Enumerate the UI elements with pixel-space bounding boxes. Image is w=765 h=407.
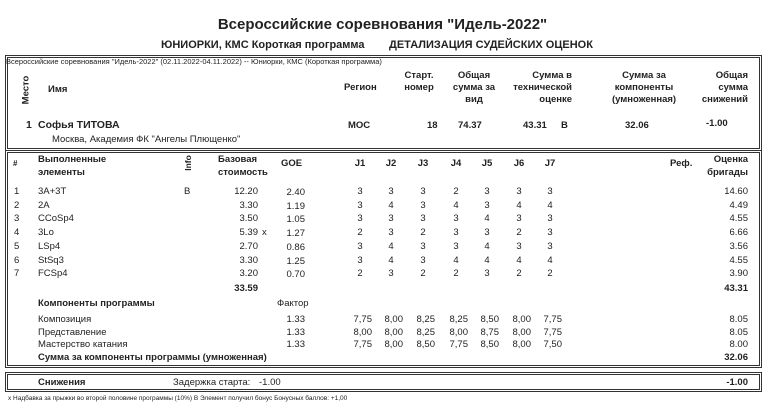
judge-score: 3 [420,213,426,225]
judge-score: 3 [484,199,490,211]
judge-score: 2 [516,268,522,280]
judge-score: 2 [453,268,459,280]
element-info: B [184,186,191,197]
footnote: x Надбавка за прыжки во второй половине программы (10%) B Элемент получил бонус Бонусных баллов: +1,00 [8,395,348,402]
deductions-total: -1.00 [726,377,748,388]
element-goe: 0.70 [286,269,305,281]
component-judge-score: 8,25 [416,314,435,325]
judge-score: 3 [357,213,363,225]
element-code: FCSp4 [38,268,68,280]
total-header: Общая сумма за вид [452,70,496,105]
element-goe: 2.40 [286,187,305,198]
deductions-header: Общая сумма снижений [701,70,748,105]
judge-score: 4 [453,199,459,211]
judge-score: 2 [516,227,522,239]
deductions-box [5,372,762,392]
component-judge-score: 7,75 [449,339,468,351]
component-judge-score: 8,50 [480,314,499,325]
skater-tes: 43.31 [523,120,547,131]
region-header: Регион [344,82,377,93]
components-header: Компоненты программы [38,298,155,309]
judge-score: 3 [453,240,459,252]
element-score: 4.55 [729,213,748,225]
judge-score: 4 [484,254,490,266]
judge-score: 3 [357,240,363,252]
judge-score: 2 [420,268,426,280]
element-goe: 1.05 [286,214,305,226]
judge-score: 4 [516,199,522,211]
element-code: LSp4 [38,240,61,252]
judge-score: 3 [453,213,459,225]
judge-score: 2 [547,268,553,280]
element-code: 3Lo [38,227,54,239]
component-factor: 1.33 [286,339,305,351]
component-score: 8.05 [729,326,748,338]
element-goe: 1.27 [286,228,305,240]
element-base-value: 3.30 [239,254,258,266]
element-number: 1 [14,186,20,197]
element-score: 4.55 [729,254,748,266]
judge-score: 3 [453,227,459,239]
tes-header: Сумма в технической оценке [513,70,572,105]
judge-score: 4 [388,199,394,211]
judge-score: 4 [484,213,490,225]
element-number: 5 [14,240,20,252]
judge-score: 3 [420,240,426,252]
elements-header: Выполненные элементы [38,154,107,178]
judge-header-4: J4 [450,158,462,169]
element-number: 2 [14,199,20,211]
skater-region: МОС [348,120,371,131]
judge-score: 3 [388,268,394,280]
judge-header-2: J2 [385,158,397,169]
skater-tes-flag: B [561,120,568,131]
score-header: Оценка бригады [707,154,748,178]
element-base-value: 3.20 [239,268,258,280]
judge-score: 3 [547,227,553,239]
judge-score: 3 [516,240,522,252]
component-judge-score: 8,00 [353,326,372,338]
element-number: 7 [14,268,20,280]
judge-score: 3 [547,240,553,252]
element-code: CCoSp4 [38,213,74,225]
element-number: 6 [14,254,20,266]
component-judge-score: 8,00 [449,326,468,338]
judge-score: 3 [357,186,363,197]
judge-score: 3 [420,254,426,266]
deduction-value: -1.00 [259,377,281,388]
skater-pcs: 32.06 [625,120,649,131]
component-name: Представление [38,326,107,338]
component-judge-score: 8,25 [449,314,468,325]
page-subtitle-detail: ДЕТАЛИЗАЦИЯ СУДЕЙСКИХ ОЦЕНОК [389,39,593,51]
base-total: 33.59 [234,283,258,294]
judge-score: 3 [420,186,426,197]
element-score: 3.90 [729,268,748,280]
tes-total: 43.31 [724,283,748,294]
element-number: 4 [14,227,20,239]
element-goe: 0.86 [286,241,305,253]
judge-score: 4 [388,254,394,266]
component-judge-score: 7,75 [543,314,562,325]
judge-score: 3 [357,254,363,266]
component-judge-score: 8,00 [384,326,403,338]
pcs-header: Сумма за компоненты (умноженная) [611,70,677,105]
skater-place: 1 [26,119,32,131]
info-header: Info [182,155,193,171]
element-base-value: 5.39 [239,227,258,239]
judge-header-5: J5 [481,158,493,169]
pcs-total: 32.06 [724,352,748,363]
judge-score: 3 [516,213,522,225]
factor-header: Фактор [277,298,309,309]
name-header: Имя [48,84,68,95]
judge-score: 4 [388,240,394,252]
element-base-value: 2.70 [239,240,258,252]
judge-score: 3 [388,213,394,225]
component-name: Мастерство катания [38,339,128,351]
skater-name: Софья ТИТОВА [38,119,120,131]
component-judge-score: 8,00 [384,314,403,325]
judge-score: 2 [420,227,426,239]
component-score: 8.00 [729,339,748,351]
skater-club: Москва, Академия ФК "Ангелы Плющенко" [52,134,241,145]
num-header: # [13,159,18,168]
place-header: Место [20,75,32,105]
judge-score: 2 [357,227,363,239]
component-judge-score: 8,75 [480,326,499,338]
page-subtitle: ЮНИОРКИ, КМС Короткая программа [161,39,365,51]
judge-score: 4 [453,254,459,266]
deduction-item: Задержка старта: [173,377,251,388]
judge-score: 3 [420,199,426,211]
goe-header: GOE [281,158,303,169]
element-number: 3 [14,213,20,225]
judge-score: 3 [547,213,553,225]
component-judge-score: 8,00 [512,326,531,338]
skater-total: 74.37 [458,120,482,131]
element-base-value: 3.30 [239,199,258,211]
component-judge-score: 8,00 [384,339,403,351]
deductions-label: Снижения [38,377,86,388]
judge-score: 3 [357,199,363,211]
judge-score: 3 [388,186,394,197]
component-judge-score: 7,50 [543,339,562,351]
judge-score: 3 [516,186,522,197]
ref-header: Реф. [670,158,693,169]
start-no-header: Старт. номер [404,70,434,93]
element-code: 2A [38,199,50,211]
event-line: Всероссийские соревнования "Идель-2022" (02.11.2022-04.11.2022) -- Юниорки, КМС (Короткая программа) [6,57,382,66]
component-score: 8.05 [729,314,748,325]
judge-score: 4 [516,254,522,266]
judge-header-1: J1 [354,158,366,169]
component-judge-score: 8,50 [416,339,435,351]
skater-deductions: -1.00 [706,118,728,129]
element-goe: 1.19 [286,200,305,212]
element-goe: 1.25 [286,255,305,267]
component-judge-score: 7,75 [353,314,372,325]
component-judge-score: 8,00 [512,314,531,325]
element-score: 3.56 [729,240,748,252]
component-name: Композиция [38,314,92,325]
page-title: Всероссийские соревнования "Идель-2022" [217,16,548,33]
judge-score: 3 [484,268,490,280]
judge-score: 3 [484,186,490,197]
judge-score: 2 [357,268,363,280]
judge-score: 4 [547,254,553,266]
component-judge-score: 8,25 [416,326,435,338]
judge-header-7: J7 [544,158,556,169]
judge-score: 2 [453,186,459,197]
component-factor: 1.33 [286,314,305,325]
component-judge-score: 8,50 [480,339,499,351]
component-factor: 1.33 [286,326,305,338]
element-base-value: 3.50 [239,213,258,225]
judge-score: 4 [547,199,553,211]
element-base-value: 12.20 [234,186,258,197]
component-judge-score: 7,75 [543,326,562,338]
judge-score: 3 [547,186,553,197]
pcs-label: Сумма за компоненты программы (умноженная) [38,352,267,363]
element-score: 4.49 [729,199,748,211]
component-judge-score: 7,75 [353,339,372,351]
element-score: 6.66 [729,227,748,239]
judge-header-3: J3 [417,158,429,169]
element-code: 3A+3T [38,186,67,197]
element-score: 14.60 [724,186,748,197]
base-header: Базовая стоимость [218,154,268,178]
second-half-marker: x [262,227,267,239]
judge-score: 3 [388,227,394,239]
judge-header-6: J6 [513,158,525,169]
component-judge-score: 8,00 [512,339,531,351]
skater-start-no: 18 [427,120,438,131]
judge-score: 4 [484,240,490,252]
element-code: StSq3 [38,254,64,266]
judge-score: 3 [484,227,490,239]
